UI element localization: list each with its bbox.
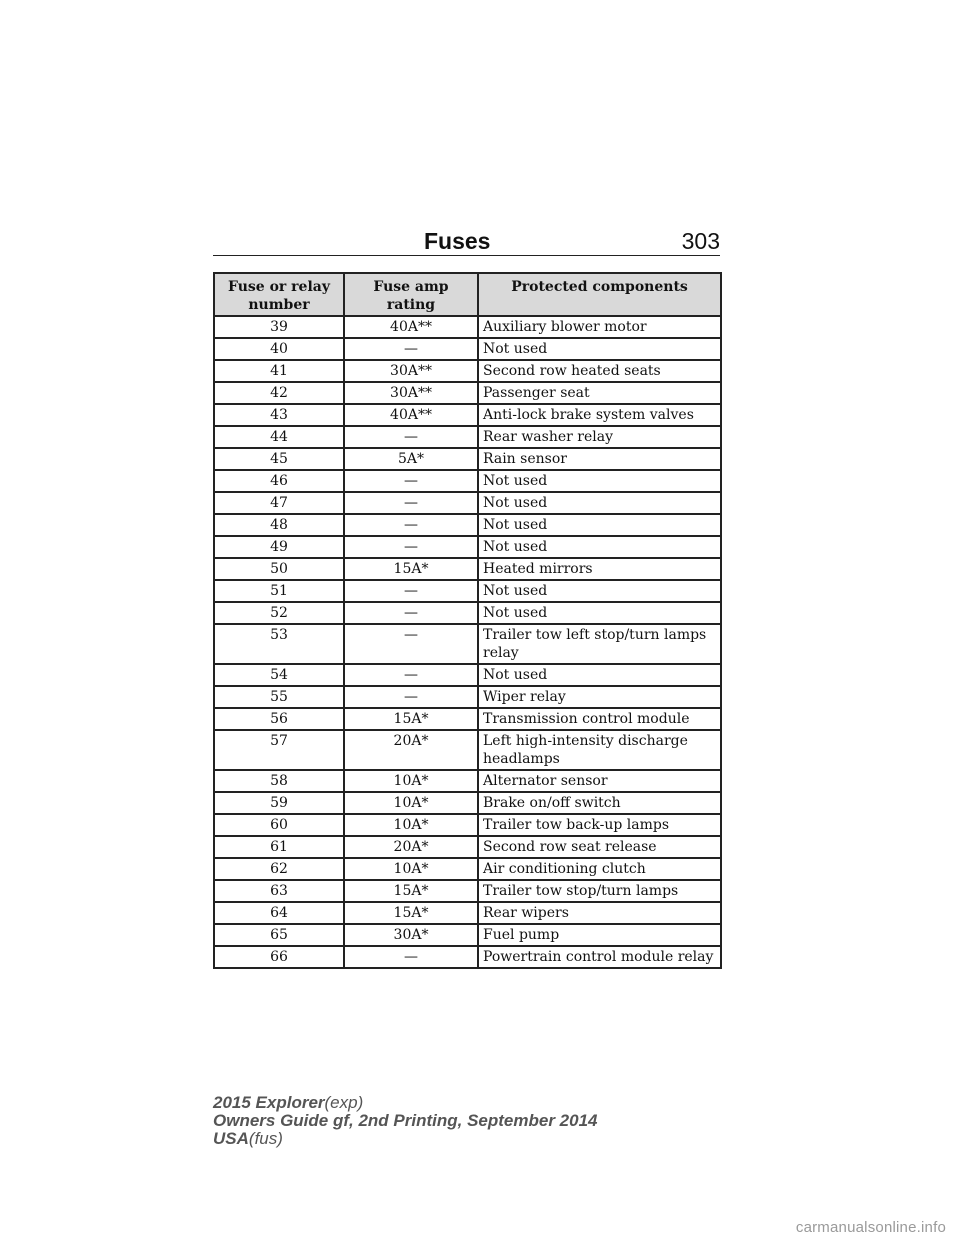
amp-rating-cell: 30A** [344,360,478,382]
amp-rating-cell: 15A* [344,902,478,924]
amp-rating-cell: — [344,686,478,708]
table-header-row [214,273,721,316]
amp-rating-cell: 20A* [344,730,478,770]
protected-component-cell: Air conditioning clutch [478,858,721,880]
protected-component-cell: Not used [478,470,721,492]
fuse-number-cell: 59 [214,792,344,814]
protected-component-cell: Powertrain control module relay [478,946,721,968]
amp-rating-cell: — [344,664,478,686]
table-row [214,338,721,360]
protected-component-cell: Not used [478,536,721,558]
protected-component-cell: Not used [478,514,721,536]
fuse-number-cell: 49 [214,536,344,558]
table-row [214,902,721,924]
footer-line-2: Owners Guide gf, 2nd Printing, September 2014 [213,1111,598,1130]
fuse-number-cell: 65 [214,924,344,946]
table-row [214,770,721,792]
protected-component-cell: Transmission control module [478,708,721,730]
table-row [214,448,721,470]
fuse-number-cell: 52 [214,602,344,624]
table-row [214,880,721,902]
footer-market: USA [213,1129,249,1148]
protected-component-cell: Alternator sensor [478,770,721,792]
amp-rating-cell: 10A* [344,770,478,792]
amp-rating-cell: 30A** [344,382,478,404]
table-row [214,924,721,946]
footer-line-3 [213,1130,597,1148]
amp-rating-cell: — [344,470,478,492]
table-row [214,558,721,580]
fuse-number-cell: 54 [214,664,344,686]
fuse-number-cell: 60 [214,814,344,836]
footer-line-1 [213,1094,597,1112]
column-header-fuse-number: Fuse or relay number [214,273,344,316]
fuse-number-cell: 55 [214,686,344,708]
table-row [214,470,721,492]
fuse-number-cell: 56 [214,708,344,730]
amp-rating-cell: — [344,624,478,664]
table-row [214,836,721,858]
amp-rating-cell: — [344,492,478,514]
protected-component-cell: Not used [478,602,721,624]
footer-model: 2015 Explorer [213,1093,325,1112]
footer-model-code: (exp) [324,1093,364,1112]
protected-component-cell: Fuel pump [478,924,721,946]
column-header-amp-rating: Fuse amp rating [344,273,478,316]
column-header-protected-components: Protected components [478,273,721,316]
table-row [214,404,721,426]
table-row [214,814,721,836]
protected-component-cell: Second row seat release [478,836,721,858]
amp-rating-cell: — [344,946,478,968]
protected-component-cell: Rain sensor [478,448,721,470]
page-header [213,255,720,256]
protected-component-cell: Not used [478,664,721,686]
table-row [214,514,721,536]
table-row [214,580,721,602]
footer-market-code: (fus) [248,1129,283,1148]
protected-component-cell: Trailer tow back-up lamps [478,814,721,836]
fuse-table-body [214,316,721,968]
table-row [214,492,721,514]
amp-rating-cell: 15A* [344,880,478,902]
table-row [214,624,721,664]
fuse-number-cell: 41 [214,360,344,382]
protected-component-cell: Trailer tow left stop/turn lamps relay [478,624,721,664]
fuse-number-cell: 46 [214,470,344,492]
protected-component-cell: Not used [478,338,721,360]
protected-component-cell: Anti-lock brake system valves [478,404,721,426]
fuse-number-cell: 66 [214,946,344,968]
document-footer [213,1094,597,1148]
amp-rating-cell: 40A** [344,404,478,426]
protected-component-cell: Not used [478,492,721,514]
fuse-number-cell: 45 [214,448,344,470]
amp-rating-cell: 30A* [344,924,478,946]
amp-rating-cell: — [344,536,478,558]
amp-rating-cell: — [344,514,478,536]
amp-rating-cell: — [344,580,478,602]
fuse-number-cell: 47 [214,492,344,514]
fuse-number-cell: 58 [214,770,344,792]
protected-component-cell: Left high-intensity discharge headlamps [478,730,721,770]
fuse-number-cell: 53 [214,624,344,664]
fuse-number-cell: 57 [214,730,344,770]
amp-rating-cell: 10A* [344,792,478,814]
protected-component-cell: Rear wipers [478,902,721,924]
table-row [214,664,721,686]
fuse-number-cell: 44 [214,426,344,448]
fuse-number-cell: 51 [214,580,344,602]
amp-rating-cell: — [344,338,478,360]
table-row [214,536,721,558]
fuse-number-cell: 48 [214,514,344,536]
protected-component-cell: Passenger seat [478,382,721,404]
fuse-number-cell: 62 [214,858,344,880]
protected-component-cell: Auxiliary blower motor [478,316,721,338]
page-number: 303 [681,228,720,254]
table-row [214,858,721,880]
table-row [214,792,721,814]
table-row [214,316,721,338]
protected-component-cell: Not used [478,580,721,602]
protected-component-cell: Rear washer relay [478,426,721,448]
amp-rating-cell: 15A* [344,558,478,580]
table-row [214,602,721,624]
protected-component-cell: Second row heated seats [478,360,721,382]
amp-rating-cell: 15A* [344,708,478,730]
amp-rating-cell: 40A** [344,316,478,338]
table-row [214,946,721,968]
protected-component-cell: Heated mirrors [478,558,721,580]
amp-rating-cell: — [344,426,478,448]
fuse-number-cell: 43 [214,404,344,426]
watermark: carmanualsonline.info [795,1219,946,1236]
amp-rating-cell: 20A* [344,836,478,858]
fuse-number-cell: 63 [214,880,344,902]
table-row [214,360,721,382]
table-row [214,730,721,770]
amp-rating-cell: — [344,602,478,624]
table-row [214,382,721,404]
fuse-number-cell: 64 [214,902,344,924]
fuse-table [213,272,722,969]
fuse-number-cell: 42 [214,382,344,404]
amp-rating-cell: 10A* [344,814,478,836]
amp-rating-cell: 10A* [344,858,478,880]
protected-component-cell: Brake on/off switch [478,792,721,814]
fuse-number-cell: 50 [214,558,344,580]
table-row [214,686,721,708]
fuse-number-cell: 39 [214,316,344,338]
protected-component-cell: Wiper relay [478,686,721,708]
table-row [214,708,721,730]
table-row [214,426,721,448]
amp-rating-cell: 5A* [344,448,478,470]
protected-component-cell: Trailer tow stop/turn lamps [478,880,721,902]
fuse-number-cell: 61 [214,836,344,858]
section-title: Fuses [424,228,491,254]
fuse-number-cell: 40 [214,338,344,360]
